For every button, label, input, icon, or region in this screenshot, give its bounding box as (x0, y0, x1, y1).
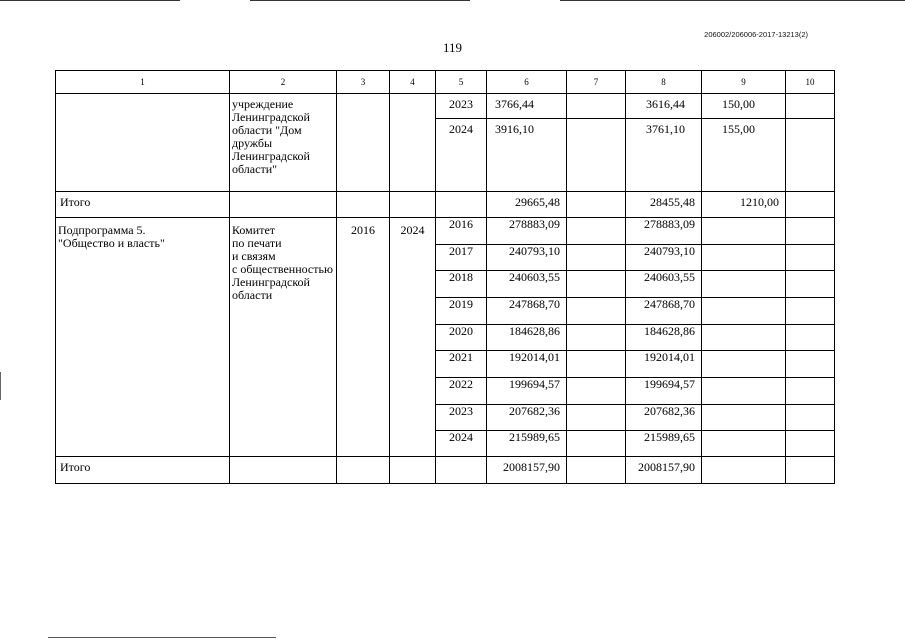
value-cell (702, 431, 786, 457)
value-cell (702, 351, 786, 378)
value-cell (786, 325, 835, 351)
value-cell (786, 271, 835, 298)
value-cell: 247868,70 (626, 298, 702, 325)
executor-cell: учреждение Ленинградской области "Дом дружбы Ленинградской области" (230, 94, 337, 192)
value-cell: 3761,10 (626, 119, 702, 192)
value-cell: 215989,65 (626, 431, 702, 457)
table-row (56, 94, 835, 119)
top-edge-line (560, 0, 905, 1)
value-cell: 155,00 (702, 119, 786, 192)
budget-table (55, 70, 835, 484)
total-value-cell: 3916,10 (487, 119, 567, 192)
column-header: 8 (626, 71, 702, 94)
total-label: Итого (56, 457, 230, 484)
empty-cell (786, 192, 835, 218)
value-cell: 240793,10 (626, 245, 702, 271)
start-year-cell: 2016 (337, 218, 390, 457)
value-cell: 192014,01 (626, 351, 702, 378)
total-value-cell: 184628,86 (487, 325, 567, 351)
value-cell (786, 378, 835, 405)
total-value-cell: 29665,48 (487, 192, 567, 218)
total-label: Итого (56, 192, 230, 218)
value-cell (567, 405, 626, 431)
end-year-cell: 2024 (390, 218, 436, 457)
value-cell (567, 378, 626, 405)
column-header: 10 (786, 71, 835, 94)
column-header: 6 (487, 71, 567, 94)
value-cell: 3616,44 (626, 94, 702, 119)
value-cell (702, 298, 786, 325)
year-cell: 2023 (436, 405, 487, 431)
table-row (56, 218, 835, 245)
year-cell: 2020 (436, 325, 487, 351)
empty-cell (436, 192, 487, 218)
column-header: 5 (436, 71, 487, 94)
program-cell: Подпрограмма 5. "Общество и власть" (56, 218, 230, 457)
year-cell: 2022 (436, 378, 487, 405)
year-cell: 2023 (436, 94, 487, 119)
scan-edge-mark (0, 372, 1, 400)
total-value-cell: 192014,01 (487, 351, 567, 378)
value-cell (786, 119, 835, 192)
total-value-cell: 1210,00 (702, 192, 786, 218)
empty-cell (230, 192, 337, 218)
executor-cell: Комитет по печати и связям с общественностью Ленинградской области (230, 218, 337, 457)
year-cell: 2016 (436, 218, 487, 245)
value-cell (786, 405, 835, 431)
value-cell (786, 431, 835, 457)
year-cell: 2019 (436, 298, 487, 325)
value-cell (702, 378, 786, 405)
year-cell: 2021 (436, 351, 487, 378)
total-value-cell: 215989,65 (487, 431, 567, 457)
value-cell (567, 245, 626, 271)
document-id: 206002/206006-2017-13213(2) (704, 30, 808, 39)
bottom-edge-line (48, 637, 276, 638)
value-cell: 199694,57 (626, 378, 702, 405)
total-row (56, 192, 835, 218)
empty-cell (567, 192, 626, 218)
total-value-cell: 2008157,90 (487, 457, 567, 484)
start-year-cell (337, 94, 390, 192)
value-cell (786, 298, 835, 325)
empty-cell (567, 457, 626, 484)
value-cell (567, 271, 626, 298)
empty-cell (390, 192, 436, 218)
value-cell (702, 271, 786, 298)
program-cell (56, 94, 230, 192)
total-row (56, 457, 835, 484)
top-edge-line (0, 0, 180, 1)
value-cell (702, 405, 786, 431)
total-value-cell: 278883,09 (487, 218, 567, 245)
value-cell (702, 325, 786, 351)
total-value-cell: 240603,55 (487, 271, 567, 298)
header-row (56, 71, 835, 94)
year-cell: 2018 (436, 271, 487, 298)
column-header: 3 (337, 71, 390, 94)
page-number: 119 (442, 40, 463, 55)
total-value-cell: 207682,36 (487, 405, 567, 431)
value-cell: 207682,36 (626, 405, 702, 431)
empty-cell (702, 457, 786, 484)
value-cell (567, 431, 626, 457)
total-value-cell: 247868,70 (487, 298, 567, 325)
value-cell (702, 218, 786, 245)
value-cell (786, 94, 835, 119)
value-cell (786, 218, 835, 245)
value-cell (567, 119, 626, 192)
value-cell: 150,00 (702, 94, 786, 119)
total-value-cell: 28455,48 (626, 192, 702, 218)
value-cell (567, 351, 626, 378)
year-cell: 2024 (436, 119, 487, 192)
value-cell (786, 245, 835, 271)
empty-cell (436, 457, 487, 484)
empty-cell (337, 192, 390, 218)
value-cell (702, 245, 786, 271)
year-cell: 2024 (436, 431, 487, 457)
value-cell: 240603,55 (626, 271, 702, 298)
empty-cell (390, 457, 436, 484)
top-edge-line (250, 0, 470, 1)
empty-cell (786, 457, 835, 484)
empty-cell (230, 457, 337, 484)
value-cell (786, 351, 835, 378)
total-value-cell: 3766,44 (487, 94, 567, 119)
column-header: 7 (567, 71, 626, 94)
value-cell (567, 298, 626, 325)
total-value-cell: 199694,57 (487, 378, 567, 405)
value-cell (567, 218, 626, 245)
year-cell: 2017 (436, 245, 487, 271)
value-cell: 184628,86 (626, 325, 702, 351)
total-value-cell: 240793,10 (487, 245, 567, 271)
empty-cell (337, 457, 390, 484)
value-cell (567, 94, 626, 119)
column-header: 2 (230, 71, 337, 94)
column-header: 4 (390, 71, 436, 94)
end-year-cell (390, 94, 436, 192)
column-header: 9 (702, 71, 786, 94)
value-cell (567, 325, 626, 351)
total-value-cell: 2008157,90 (626, 457, 702, 484)
value-cell: 278883,09 (626, 218, 702, 245)
column-header: 1 (56, 71, 230, 94)
